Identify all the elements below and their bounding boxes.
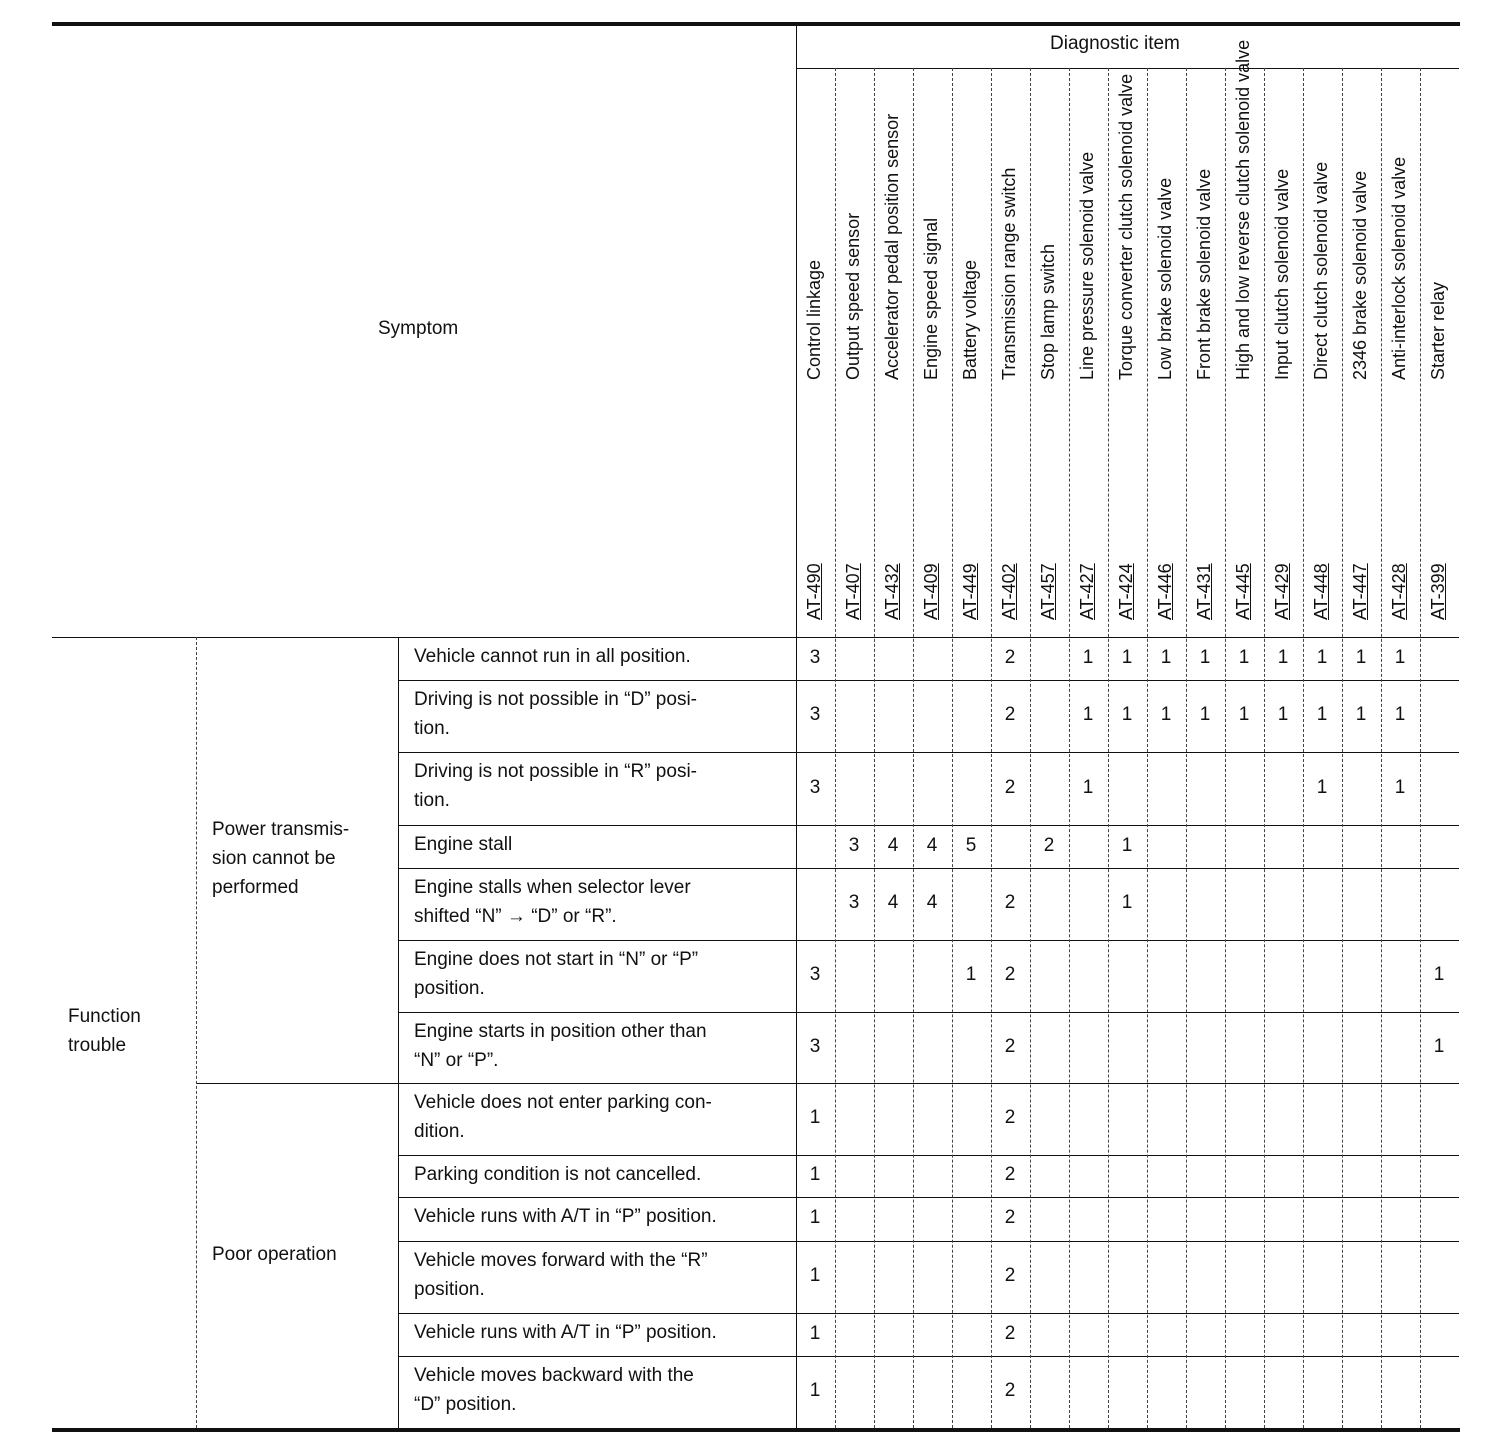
value-cell: 1: [1121, 834, 1133, 856]
value-cell: 3: [848, 892, 860, 913]
column-reference-link[interactable]: AT-402: [999, 563, 1019, 620]
symptom-heading: Symptom: [378, 318, 459, 339]
symptom-cell: Engine stalls when selector lever shifted “N” → “D” or “R”.: [414, 877, 691, 927]
bottom-rule: [52, 1428, 1460, 1432]
value-cell: 1: [1355, 646, 1367, 668]
value-cell: 1: [1316, 776, 1328, 798]
value-cell: 2: [1004, 1035, 1016, 1057]
item-column-divider: [1303, 68, 1304, 1428]
column-header-name: Line pressure solenoid valve: [1077, 151, 1097, 380]
value-cell: 4: [887, 834, 899, 856]
category-label: Function trouble: [68, 1006, 141, 1056]
value-cell: 3: [809, 704, 821, 725]
value-cell: 1: [1277, 704, 1289, 725]
symptom-cell: Vehicle runs with A/T in “P” position.: [414, 1206, 717, 1227]
group-label: Power transmis- sion cannot be performed: [212, 819, 350, 898]
value-cell: 1: [1160, 646, 1172, 668]
symptom-cell: Vehicle cannot run in all position.: [414, 646, 691, 667]
symptom-text-divider: [398, 637, 399, 1428]
value-cell: 5: [965, 834, 977, 856]
column-header-name: 2346 brake solenoid valve: [1350, 170, 1370, 380]
value-cell: 1: [1238, 704, 1250, 725]
row-divider: [398, 1012, 1459, 1013]
value-cell: 1: [809, 1265, 821, 1286]
value-cell: 1: [1316, 646, 1328, 668]
item-column-divider: [1147, 68, 1148, 1428]
row-divider: [398, 1241, 1459, 1242]
column-header-name: Front brake solenoid valve: [1194, 168, 1214, 380]
value-cell: 1: [1199, 646, 1211, 668]
column-reference-link[interactable]: AT-445: [1233, 563, 1253, 620]
value-cell: 2: [1004, 1107, 1016, 1128]
item-column-divider: [1342, 68, 1343, 1428]
row-divider: [398, 1313, 1459, 1314]
group-divider: [196, 1083, 398, 1084]
value-cell: 1: [1394, 704, 1406, 725]
value-cell: 1: [809, 1107, 821, 1128]
value-cell: 1: [1082, 646, 1094, 668]
value-cell: 1: [1355, 704, 1367, 725]
column-header-name: Engine speed signal: [921, 217, 941, 380]
row-divider: [398, 868, 1459, 869]
column-reference-link[interactable]: AT-407: [843, 563, 863, 620]
column-header-name: Input clutch solenoid valve: [1272, 168, 1292, 380]
value-cell: 1: [1160, 704, 1172, 725]
item-column-divider: [835, 68, 836, 1428]
value-cell: 3: [809, 964, 821, 985]
row-divider: [398, 680, 1459, 681]
symptom-cell: Parking condition is not cancelled.: [414, 1164, 702, 1185]
item-column-divider: [1069, 68, 1070, 1428]
top-rule: [52, 22, 1460, 26]
row-divider: [398, 752, 1459, 753]
value-cell: 1: [1121, 646, 1133, 668]
diagnostic-item-heading: Diagnostic item: [1050, 33, 1180, 54]
value-cell: 4: [887, 892, 899, 913]
column-header-name: High and low reverse clutch solenoid valve: [1233, 39, 1253, 380]
row-divider: [398, 1155, 1459, 1156]
column-reference-link[interactable]: AT-448: [1311, 563, 1331, 620]
value-cell: 1: [1433, 1035, 1445, 1057]
value-cell: 1: [1394, 646, 1406, 668]
item-column-divider: [1186, 68, 1187, 1428]
value-cell: 1: [1121, 704, 1133, 725]
value-cell: 1: [1082, 776, 1094, 798]
column-reference-link[interactable]: AT-447: [1350, 563, 1370, 620]
value-cell: 2: [1004, 646, 1016, 668]
column-reference-link[interactable]: AT-424: [1116, 563, 1136, 620]
item-column-divider: [874, 68, 875, 1428]
column-header-name: Accelerator pedal position sensor: [882, 113, 902, 380]
column-header-name: Direct clutch solenoid valve: [1311, 161, 1331, 380]
value-cell: 1: [1121, 892, 1133, 913]
item-column-divider: [1108, 68, 1109, 1428]
item-column-divider: [952, 68, 953, 1428]
column-reference-link[interactable]: AT-449: [960, 563, 980, 620]
symptom-cell: Vehicle runs with A/T in “P” position.: [414, 1322, 717, 1343]
column-reference-link[interactable]: AT-490: [804, 563, 824, 620]
row-divider: [398, 940, 1459, 941]
value-cell: 4: [926, 892, 938, 913]
value-cell: 3: [809, 646, 821, 668]
column-header-name: Low brake solenoid valve: [1155, 177, 1175, 380]
symptom-cell: Vehicle moves backward with the “D” position.: [414, 1365, 694, 1415]
column-reference-link[interactable]: AT-399: [1428, 563, 1448, 620]
value-cell: 1: [809, 1322, 821, 1344]
column-header-name: Torque converter clutch solenoid valve: [1116, 73, 1136, 380]
row-divider: [398, 1197, 1459, 1198]
header-rule: [52, 637, 1459, 638]
column-reference-link[interactable]: AT-429: [1272, 563, 1292, 620]
value-cell: 2: [1004, 776, 1016, 798]
value-cell: 2: [1004, 1164, 1016, 1185]
symptom-cell: Vehicle does not enter parking con- dition.: [414, 1092, 712, 1142]
value-cell: 1: [809, 1380, 821, 1401]
item-column-divider: [1381, 68, 1382, 1428]
column-reference-link[interactable]: AT-409: [921, 563, 941, 620]
symptom-cell: Engine does not start in “N” or “P” position.: [414, 949, 699, 999]
value-cell: 2: [1004, 964, 1016, 985]
value-cell: 1: [965, 964, 977, 985]
row-divider: [398, 1083, 1459, 1084]
column-header-rule: [796, 68, 1459, 69]
item-column-divider: [1420, 68, 1421, 1428]
item-column-divider: [913, 68, 914, 1428]
column-reference-link[interactable]: AT-428: [1389, 563, 1409, 620]
value-cell: 1: [809, 1164, 821, 1185]
column-header-name: Transmission range switch: [999, 167, 1019, 380]
column-reference-link[interactable]: AT-432: [882, 563, 902, 620]
value-cell: 2: [1004, 1265, 1016, 1286]
symptom-cell: Driving is not possible in “R” posi- tion.: [414, 761, 697, 811]
item-column-divider: [1225, 68, 1226, 1428]
value-cell: 1: [809, 1207, 821, 1228]
value-cell: 1: [1277, 646, 1289, 668]
value-cell: 2: [1004, 1207, 1016, 1228]
value-cell: 2: [1004, 892, 1016, 913]
column-header-name: Battery voltage: [960, 259, 980, 380]
column-reference-link[interactable]: AT-431: [1194, 563, 1214, 620]
column-header-name: Starter relay: [1428, 281, 1448, 380]
value-cell: 1: [1394, 776, 1406, 798]
group-label: Poor operation: [212, 1244, 337, 1265]
value-cell: 2: [1004, 704, 1016, 725]
value-cell: 2: [1043, 834, 1055, 856]
row-divider: [398, 1356, 1459, 1357]
value-cell: 1: [1238, 646, 1250, 668]
value-cell: 2: [1004, 1380, 1016, 1401]
column-reference-link[interactable]: AT-457: [1038, 563, 1058, 620]
column-header-name: Control linkage: [804, 259, 824, 380]
column-header-name: Stop lamp switch: [1038, 243, 1058, 380]
column-header-name: Output speed sensor: [843, 212, 863, 380]
value-cell: 1: [1199, 704, 1211, 725]
column-header-name: Anti-interlock solenoid valve: [1389, 156, 1409, 380]
symptom-cell: Engine starts in position other than “N” or “P”.: [414, 1021, 707, 1071]
value-cell: 3: [848, 834, 860, 856]
column-reference-link[interactable]: AT-446: [1155, 563, 1175, 620]
value-cell: 3: [809, 1035, 821, 1057]
symptom-cell: Driving is not possible in “D” posi- tion.: [414, 689, 697, 739]
value-cell: 1: [1082, 704, 1094, 725]
column-reference-link[interactable]: AT-427: [1077, 563, 1097, 620]
group-divider-vertical: [196, 637, 197, 1428]
item-column-divider: [1030, 68, 1031, 1428]
symptom-cell: Engine stall: [414, 834, 513, 855]
value-cell: 4: [926, 834, 938, 856]
value-cell: 1: [1316, 704, 1328, 725]
value-cell: 3: [809, 776, 821, 798]
symptom-cell: Vehicle moves forward with the “R” position.: [414, 1250, 708, 1300]
row-divider: [398, 825, 1459, 826]
value-cell: 2: [1004, 1322, 1016, 1344]
value-cell: 1: [1433, 964, 1445, 985]
item-column-divider: [1264, 68, 1265, 1428]
